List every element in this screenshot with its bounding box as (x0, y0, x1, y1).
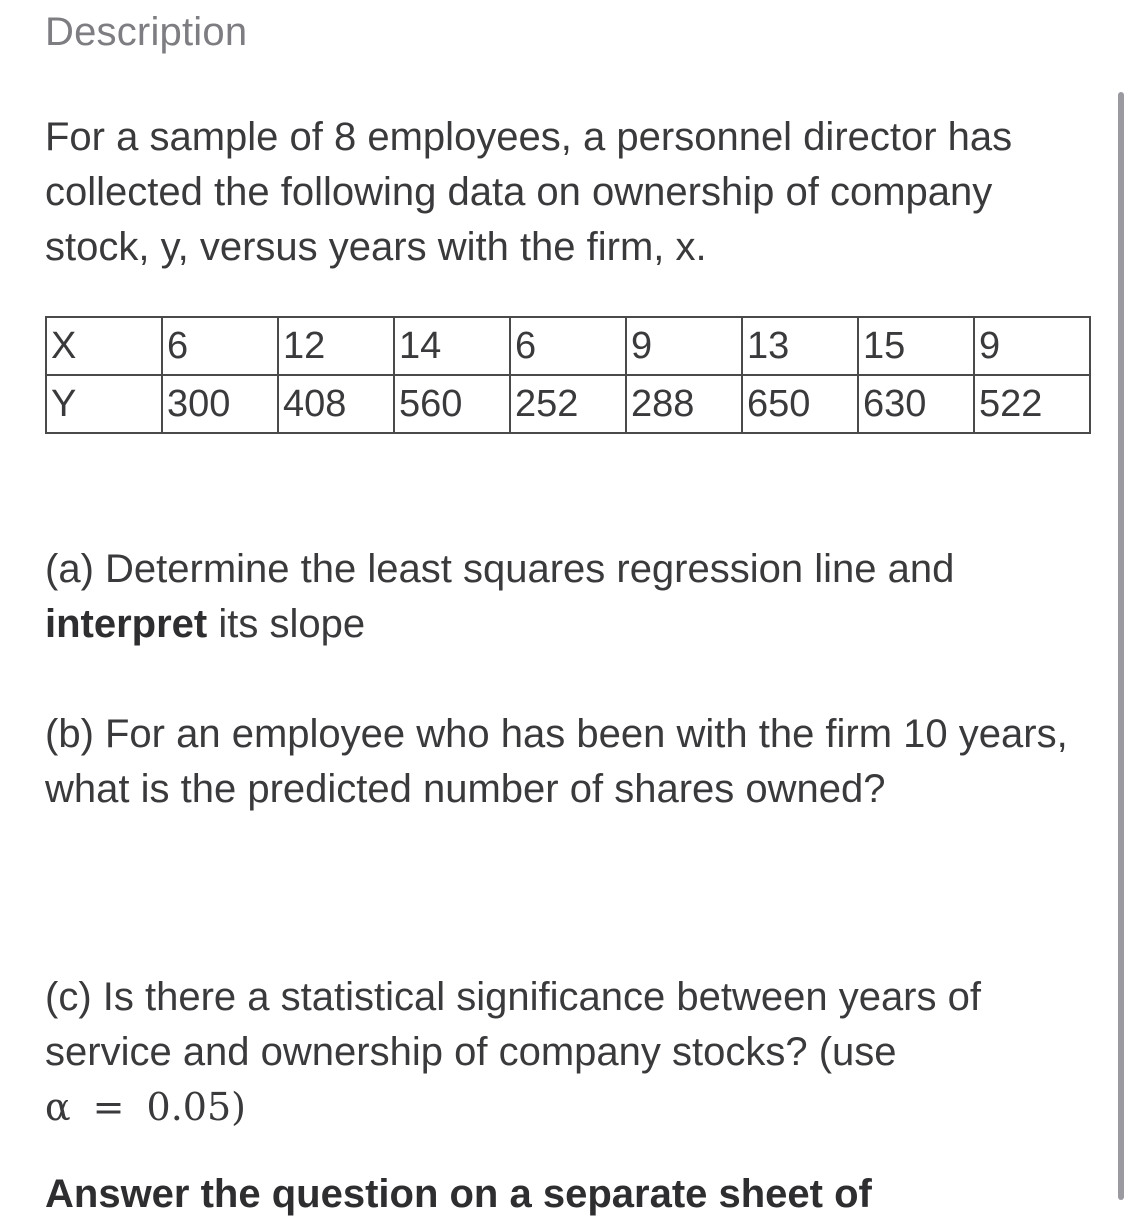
data-table (45, 316, 1091, 434)
table-cell: 13 (742, 317, 858, 375)
table-cell: 6 (162, 317, 278, 375)
question-a-bold: interpret (45, 602, 208, 646)
table-cell: 9 (626, 317, 742, 375)
equals-sign: = (92, 1085, 125, 1129)
table-cell: 630 (858, 375, 974, 433)
page-title: Description (45, 10, 248, 54)
scrollbar[interactable] (1118, 92, 1124, 1200)
table-row-x (46, 317, 1090, 375)
alpha-symbol: α (45, 1085, 71, 1129)
table-row-y (46, 375, 1090, 433)
table-cell: Y (46, 375, 162, 433)
table-cell: 9 (974, 317, 1090, 375)
table-cell: 15 (858, 317, 974, 375)
table-cell: 252 (510, 375, 626, 433)
table-cell: 6 (510, 317, 626, 375)
table-cell: 288 (626, 375, 742, 433)
table-cell: 560 (394, 375, 510, 433)
question-c (45, 970, 1075, 1135)
question-a-prefix: (a) Determine the least squares regression line and (45, 547, 955, 591)
question-a-suffix: its slope (207, 602, 366, 646)
alpha-value: 0.05 (146, 1085, 232, 1129)
table-cell: 14 (394, 317, 510, 375)
table-cell: 522 (974, 375, 1090, 433)
alpha-expression (45, 1085, 246, 1129)
table-cell: 408 (278, 375, 394, 433)
question-a (45, 542, 1075, 652)
question-b: (b) For an employee who has been with the firm 10 years, what is the predicted number of shares owned? (45, 712, 1068, 811)
question-c-text: (c) Is there a statistical significance between years of service and ownership of company stocks? (use (45, 975, 981, 1074)
answer-instruction: Answer the question on a separate sheet of (45, 1172, 872, 1216)
table-cell: 300 (162, 375, 278, 433)
problem-statement: For a sample of 8 employees, a personnel director has collected the following data on ownership of company stock, y, versus years with the firm, x. (45, 115, 1013, 269)
table-cell: X (46, 317, 162, 375)
table-cell: 650 (742, 375, 858, 433)
closing-paren: ) (231, 1085, 246, 1129)
table-cell: 12 (278, 317, 394, 375)
